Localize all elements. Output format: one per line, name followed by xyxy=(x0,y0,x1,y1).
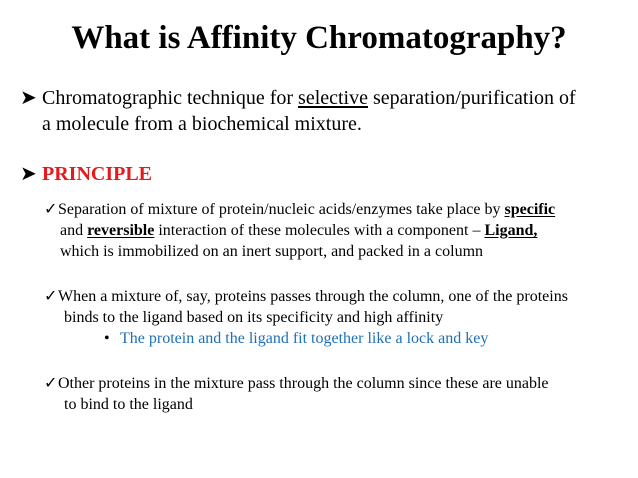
point3-line-1: ✓Other proteins in the mixture pass through the column since these are unable xyxy=(44,375,549,392)
arrow-bullet-icon: ➤ xyxy=(20,87,37,109)
selective-word: selective xyxy=(298,87,368,109)
reversible-word: reversible xyxy=(87,222,155,239)
point2-line-2: binds to the ligand based on its specificity and high affinity xyxy=(64,309,444,326)
point3-line-2: to bind to the ligand xyxy=(64,396,193,413)
checkmark-icon: ✓ xyxy=(44,288,58,305)
specific-word: specific xyxy=(504,201,556,218)
point1-line-2: and reversible interaction of these molecules with a component – Ligand, xyxy=(60,222,538,239)
arrow-bullet-icon: ➤ xyxy=(20,163,37,185)
checkmark-icon: ✓ xyxy=(44,201,58,218)
slide-title: What is Affinity Chromatography? xyxy=(71,20,567,56)
intro-line-1: ➤ Chromatographic technique for selective separation/purification of xyxy=(20,87,576,109)
point2-sub-bullet: • The protein and the ligand fit together like a lock and key xyxy=(104,330,489,347)
intro-line-2: a molecule from a biochemical mixture. xyxy=(42,113,362,135)
point2-line-1: ✓When a mixture of, say, proteins passes through the column, one of the proteins xyxy=(44,288,568,305)
ligand-word: Ligand, xyxy=(484,222,538,239)
checkmark-icon: ✓ xyxy=(44,375,58,392)
principle-heading: ➤ PRINCIPLE xyxy=(20,163,153,185)
point1-line-1: ✓Separation of mixture of protein/nucleic acids/enzymes take place by specific xyxy=(44,201,556,218)
dot-bullet-icon: • xyxy=(104,330,110,347)
point1-line-3: which is immobilized on an inert support, and packed in a column xyxy=(60,243,484,260)
